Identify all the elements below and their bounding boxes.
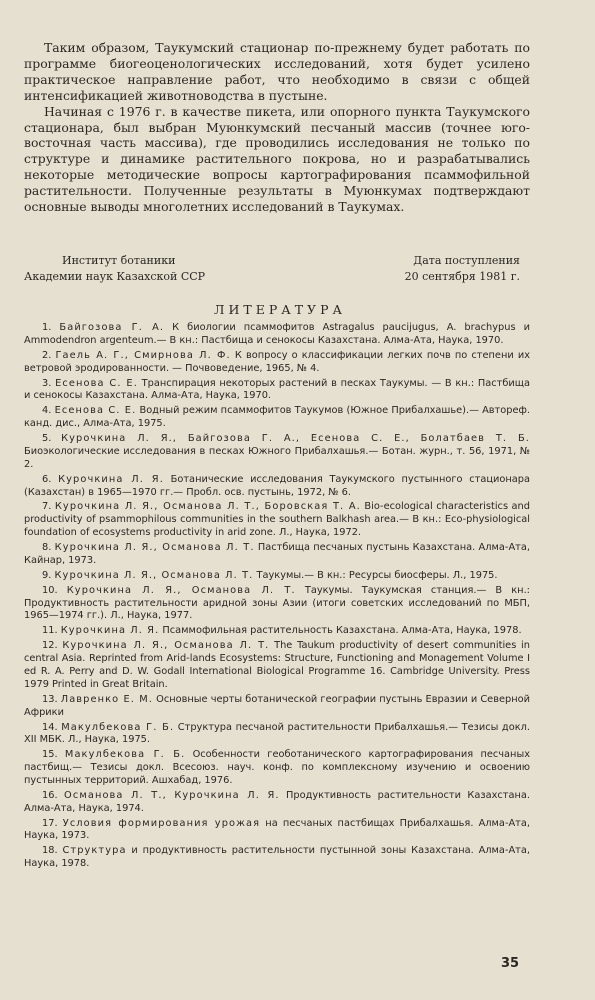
reference-text: Структура песчаной растительности Прибалхашья.— Тезисы докл. XII МБК. Л., Наука, 1975. [24, 721, 530, 746]
reference-author: Курочкина Л. Я. [58, 473, 164, 485]
reference-number: 11. [42, 625, 58, 637]
institution-signature [24, 253, 205, 285]
reference-number: 7. [42, 501, 52, 513]
reference-text: Псаммофильная растительность Казахстана. Алма-Ата, Наука, 1978. [159, 625, 522, 637]
date-value: 20 сентября 1981 г. [404, 270, 520, 283]
reference-author: Макулбекова Г. Б. [64, 749, 186, 761]
reference-number: 18. [42, 845, 58, 857]
reference-item [24, 722, 530, 748]
reference-text: Пастбища песчаных пустынь Казахстана. Алма-Ата, Кайнар, 1973. [24, 542, 530, 566]
reference-text: Водный режим псаммофитов Таукумов (Южное Прибалхашье).— Автореф. канд. дис., Алма-Ата, 1975. [24, 405, 530, 430]
reference-item [24, 625, 530, 638]
reference-author: Макулбекова Г. Б. [61, 721, 175, 733]
reference-text: Особенности геоботанического картографирования песчаных пастбищ.— Тезисы докл. Всесоюз. науч. конф. по комплексному изучению и освоению пустынных территорий. Ашхабад, 1976. [24, 749, 530, 786]
reference-number: 15. [42, 749, 58, 761]
reference-number: 5. [42, 433, 52, 445]
reference-author: Есенова С. Е. [54, 405, 137, 417]
reference-number: 14. [42, 721, 58, 733]
literature-heading: ЛИТЕРАТУРА [214, 302, 346, 317]
reference-number: 6. [42, 473, 52, 485]
reference-number: 16. [42, 789, 58, 801]
reference-item [24, 322, 530, 348]
reference-text: The Taukum productivity of desert communities in central Asia. Reprinted from Arid-lands Ecosystems: Structure, Functioning and Monagement Volume I ed R. A. Perry and D. W. Godall International Biological Programme 16. Cambridge University. Press 1979 Printed in Great Britain. [24, 640, 530, 690]
reference-item [24, 818, 530, 844]
reference-author: Курочкина Л. Я., Османова Л. Т., Боровская Т. А. [54, 501, 361, 513]
reference-number: 2. [42, 349, 52, 361]
reference-number: 4. [42, 405, 52, 417]
reference-item [24, 640, 530, 691]
reference-author: Курочкина Л. Я., Османова Л. Т. [62, 640, 270, 652]
reference-item [24, 570, 530, 583]
received-date [396, 253, 520, 285]
reference-text: Таукумы. Таукумская станция.— В кн.: Продуктивность растительности аридной зоны Азии (итоги советских исследований по МБП, 1965—1974 гг.). Л., Наука, 1977. [24, 584, 530, 622]
reference-number: 1. [42, 322, 52, 333]
reference-item [24, 542, 530, 568]
body-paragraph: Таким образом, Таукумский стационар по-прежнему будет работать по программе биогеоценологических исследований, хотя будет усилено практическое направление работ, что необходимо в связи с общей интенсификацией животноводства в пустыне. [24, 40, 530, 103]
reference-number: 8. [42, 542, 52, 554]
reference-text: Таукумы.— В кн.: Ресурсы биосферы. Л., 1975. [253, 569, 498, 581]
reference-author: Османова Л. Т., Курочкина Л. Я. [64, 789, 280, 801]
reference-author: Гаель А. Г., Смирнова Л. Ф. [55, 349, 231, 361]
reference-text: Транспирация некоторых растений в песках Таукумы. — В кн.: Пастбища и сенокосы Казахстана. Алма-Ата, Наука, 1970. [24, 377, 530, 402]
reference-author: Структура [62, 845, 127, 857]
reference-text: Bio-ecological characteristics and productivity of psammophilous communities in the southern Balkhash area.— В кн.: Eco-physiological foundation of ecosystems productivity in arid zone. Л., Наука, 1972. [24, 501, 530, 539]
reference-author: Курочкина Л. Я., Байгозова Г. А., Есенова С. Е., Болатбаев Т. Б. [61, 433, 530, 445]
reference-author: Курочкина Л. Я. [60, 625, 160, 637]
reference-author: Курочкина Л. Я., Османова Л. Т. [54, 569, 254, 581]
reference-text: и продуктивность растительности пустынной зоны Казахстана. Алма-Ата, Наука, 1978. [24, 845, 530, 870]
reference-item [24, 694, 530, 720]
reference-list [24, 322, 530, 873]
page-number: 35 [501, 956, 520, 971]
reference-author: Есенова С. Е. [55, 377, 138, 389]
reference-text: Ботанические исследования Таукумского пустынного стационара (Казахстан) в 1965—1970 гг.— Пробл. осв. пустынь, 1972, № 6. [24, 473, 530, 498]
reference-item [24, 790, 530, 816]
reference-author: Байгозова Г. А. [59, 322, 165, 333]
institution-line: Академии наук Казахской ССР [24, 270, 206, 283]
reference-author: Курочкина Л. Я., Османова Л. Т. [54, 542, 255, 554]
reference-text: К вопросу о классификации легких почв по степени их ветровой эродированности. — Почвоведение, 1965, № 4. [24, 349, 530, 374]
reference-item [24, 405, 530, 431]
reference-number: 10. [42, 584, 58, 596]
body-paragraph: Начиная с 1976 г. в качестве пикета, или опорного пункта Таукумского стационара, был выбран Муюнкумский песчаный массив (точнее юго-восточная часть массива), где проводились исследования не только по структуре и динамике растительного покрова, но и разрабатывались некоторые методические вопросы картографирования псаммофильной растительности. Полученные результаты в Муюнкумах подтверждают основные выводы многолетних исследований в Таукумах. [24, 103, 530, 215]
reference-number: 17. [42, 817, 58, 829]
reference-number: 13. [42, 693, 58, 705]
reference-item [24, 378, 530, 404]
reference-author: Условия формирования урожая [62, 817, 261, 829]
reference-item [24, 749, 530, 787]
reference-author: Курочкина Л. Я., Османова Л. Т. [66, 584, 296, 596]
reference-number: 3. [42, 377, 52, 389]
body-text [24, 40, 530, 215]
reference-item [24, 474, 530, 500]
reference-item [24, 433, 530, 471]
reference-item [24, 350, 530, 376]
institution-line: Институт ботаники [62, 254, 176, 267]
reference-text: Биоэкологические исследования в песках Южного Прибалхашья.— Ботан. журн., т. 56, 1971, № 2. [24, 445, 530, 470]
reference-text: на песчаных пастбищах Прибалхашья. Алма-Ата, Наука, 1973. [24, 817, 531, 842]
reference-item [24, 585, 530, 623]
reference-item [24, 501, 530, 539]
date-label: Дата поступления [413, 254, 520, 267]
reference-author: Лавренко Е. М. [60, 693, 153, 705]
reference-text: К биологии псаммофитов Astragalus paucijugus, A. brachypus и Ammodendron argenteum.— В кн.: Пастбища и сенокосы Казахстана. Алма-Ата, Наука, 1970. [24, 322, 530, 346]
reference-number: 9. [42, 569, 52, 581]
reference-number: 12. [42, 640, 58, 652]
reference-item [24, 845, 530, 871]
reference-text: Продуктивность растительности Казахстана. Алма-Ата, Наука, 1974. [24, 789, 530, 814]
reference-text: Основные черты ботанической географии пустынь Евразии и Северной Африки [24, 693, 530, 718]
